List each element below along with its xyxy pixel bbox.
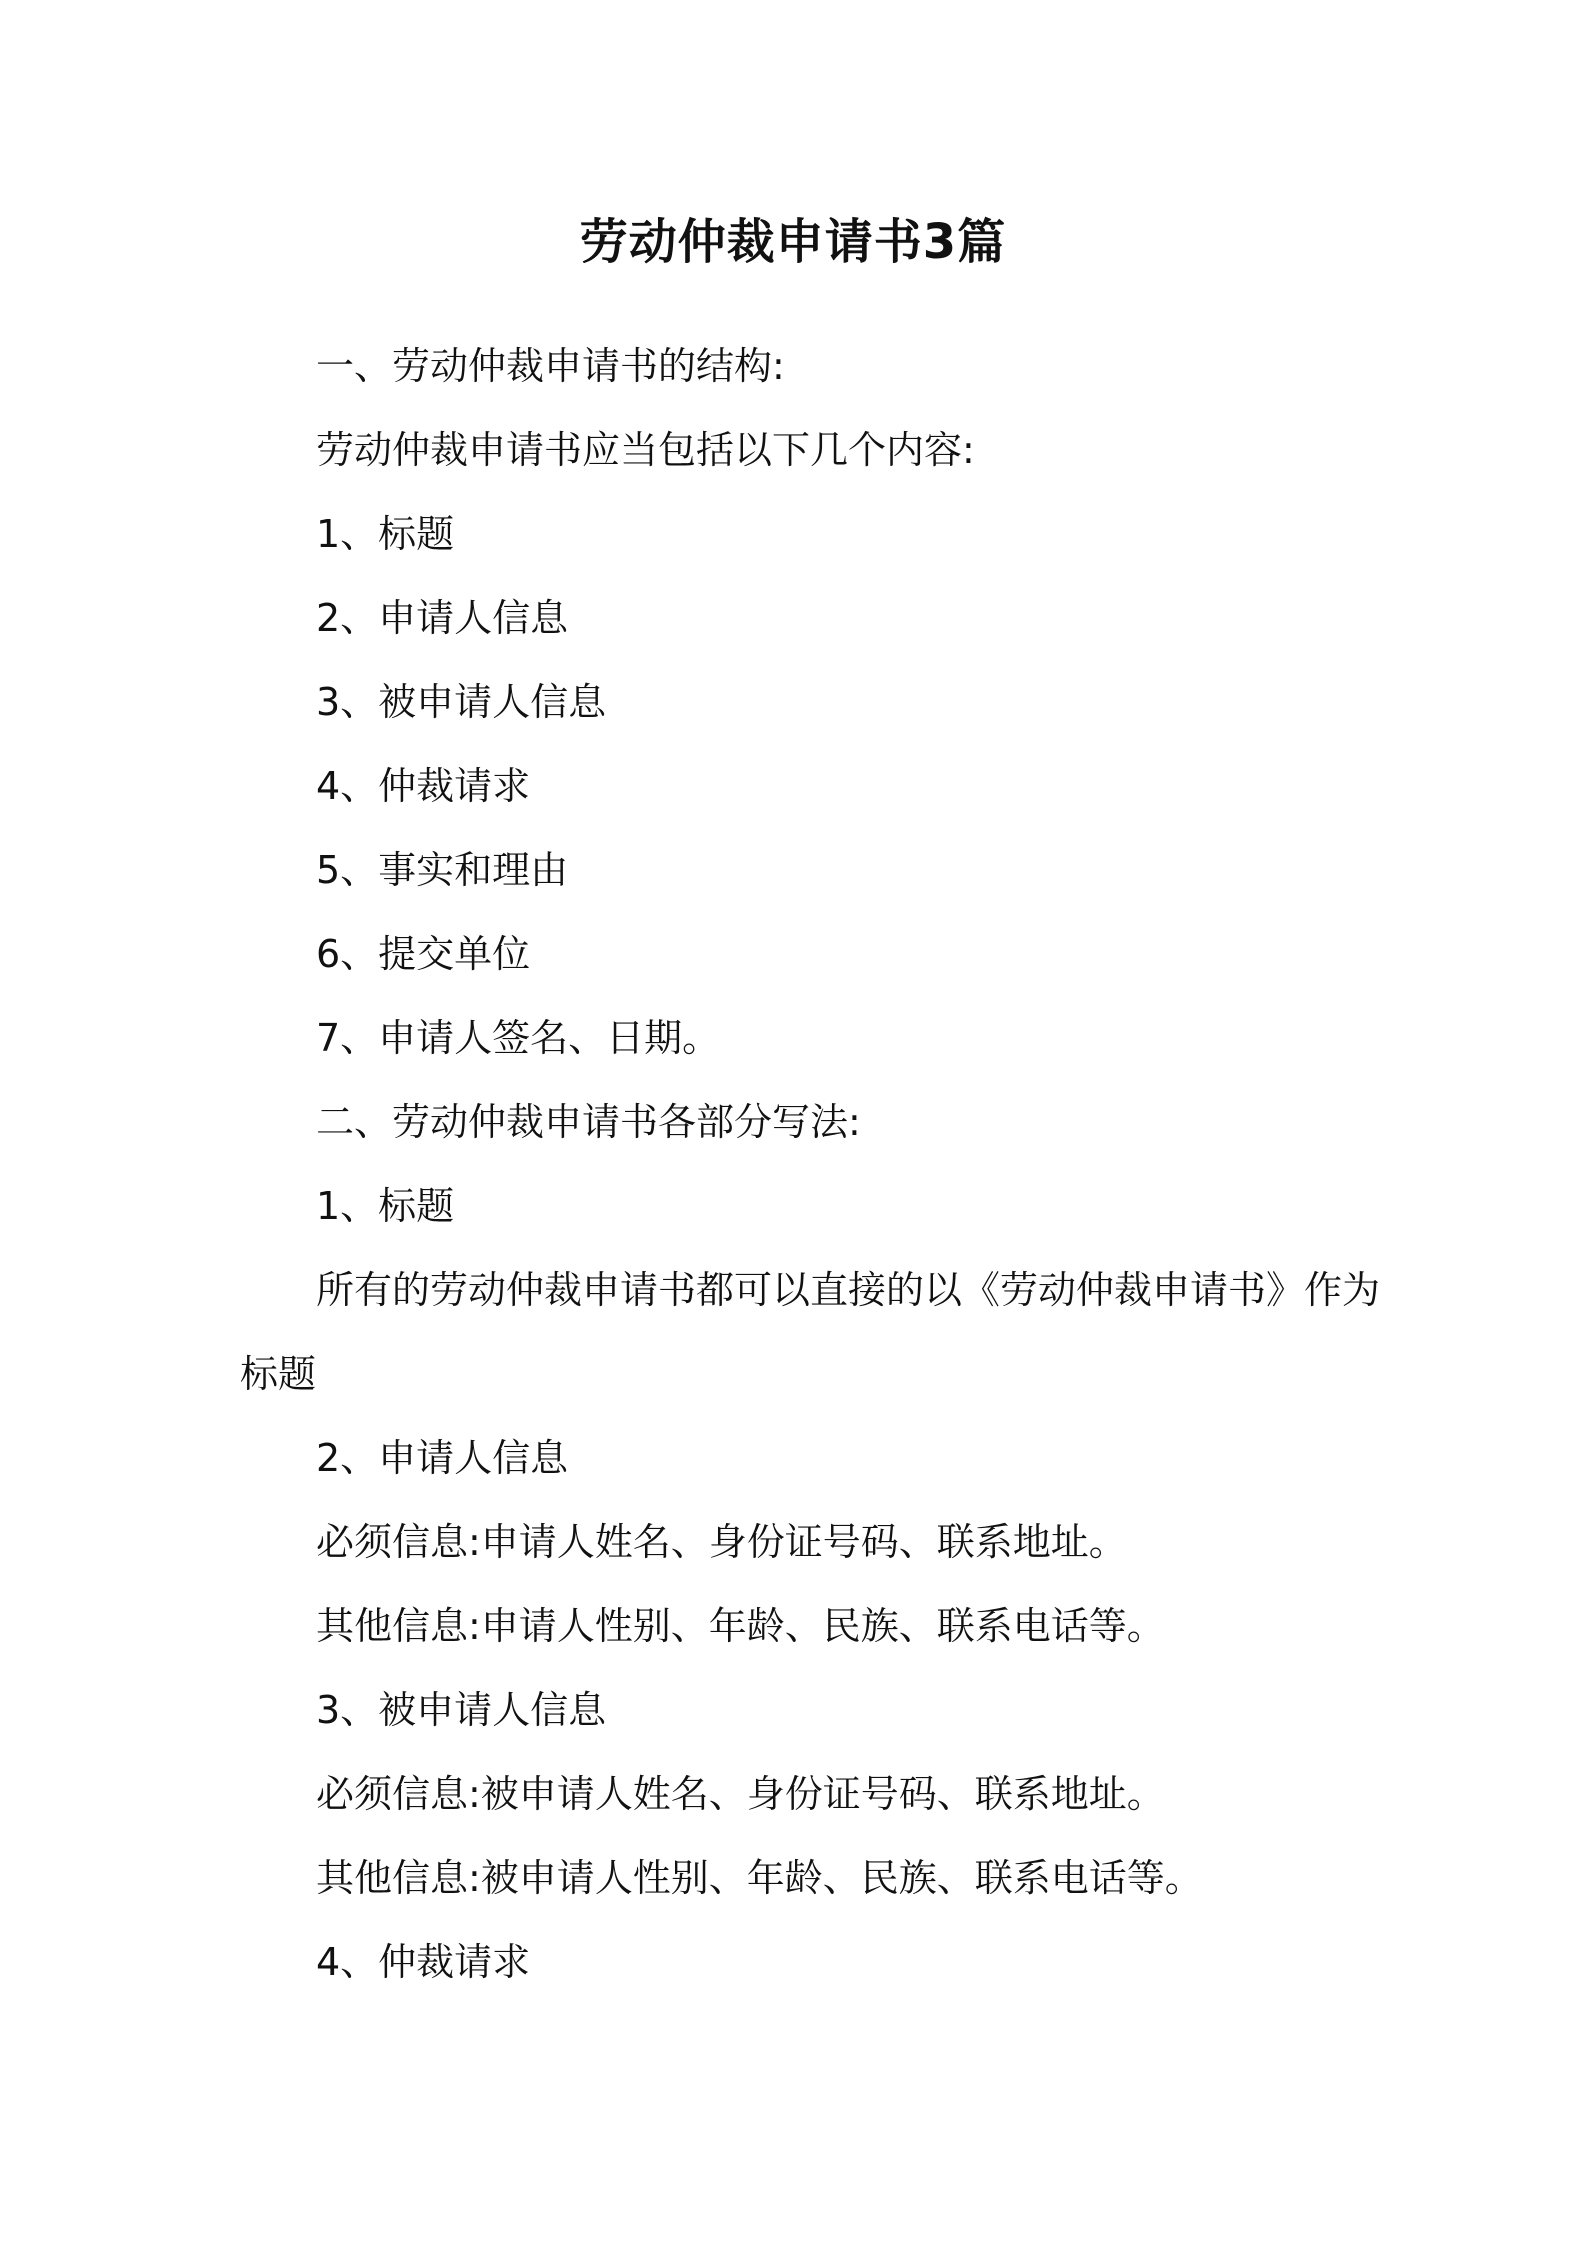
paragraph-respondent-required: 必须信息:被申请人姓名、身份证号码、联系地址。 (316, 1772, 1165, 1816)
subheading-applicant-info: 2、申请人信息 (316, 1436, 569, 1480)
list-item-signature-date: 7、申请人签名、日期。 (316, 1016, 721, 1060)
subheading-respondent-info: 3、被申请人信息 (316, 1688, 607, 1732)
paragraph-applicant-other: 其他信息:申请人性别、年龄、民族、联系电话等。 (316, 1604, 1165, 1648)
paragraph-title-desc: 所有的劳动仲裁申请书都可以直接的以《劳动仲裁申请书》作为 (316, 1268, 1381, 1312)
subheading-arbitration-request: 4、仲裁请求 (316, 1940, 531, 1984)
list-item-facts-reasons: 5、事实和理由 (316, 848, 569, 892)
list-item-respondent-info: 3、被申请人信息 (316, 680, 607, 724)
document-body (240, 324, 1381, 2004)
paragraph-applicant-required: 必须信息:申请人姓名、身份证号码、联系地址。 (316, 1520, 1127, 1564)
section-heading-writing: 二、劳动仲裁申请书各部分写法: (316, 1100, 861, 1144)
document-title: 劳动仲裁申请书3篇 (579, 214, 1007, 270)
paragraph-title-desc-continued: 标题 (240, 1352, 317, 1396)
list-item-submission-unit: 6、提交单位 (316, 932, 531, 976)
paragraph-intro: 劳动仲裁申请书应当包括以下几个内容: (316, 428, 975, 472)
section-heading-structure: 一、劳动仲裁申请书的结构: (316, 344, 785, 388)
list-item-arbitration-request: 4、仲裁请求 (316, 764, 531, 808)
subheading-title: 1、标题 (316, 1184, 455, 1228)
paragraph-respondent-other: 其他信息:被申请人性别、年龄、民族、联系电话等。 (316, 1856, 1203, 1900)
list-item-title: 1、标题 (316, 512, 455, 556)
list-item-applicant-info: 2、申请人信息 (316, 596, 569, 640)
